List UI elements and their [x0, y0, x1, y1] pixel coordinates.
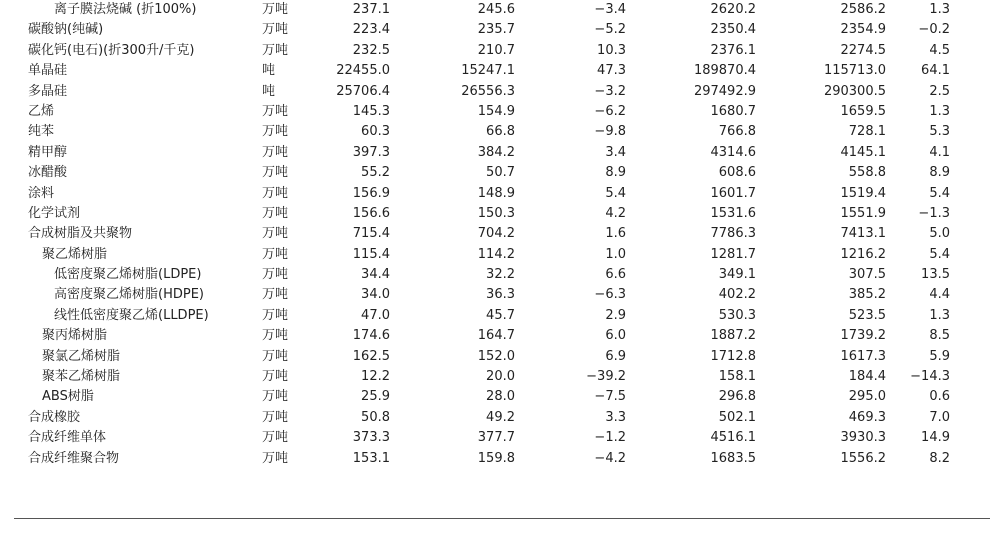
- row-unit: 万吨: [262, 2, 289, 17]
- row-value-v1: 22455.0: [336, 63, 390, 79]
- row-value-v1: 223.4: [352, 22, 390, 38]
- row-item-name: 线性低密度聚乙烯(LLDPE): [54, 307, 209, 323]
- row-value-v6: 8.2: [929, 450, 950, 466]
- row-unit: 万吨: [262, 226, 289, 242]
- row-value-v5: 469.3: [848, 409, 886, 425]
- row-item-name: 碳酸钠(纯碱): [28, 22, 104, 38]
- row-value-v5: 2586.2: [840, 2, 886, 17]
- row-value-v6: 7.0: [929, 409, 950, 425]
- row-value-v1: 153.1: [352, 450, 390, 466]
- row-value-v1: 25.9: [361, 389, 390, 405]
- table-row: [0, 41, 1006, 61]
- row-unit: 万吨: [262, 246, 289, 262]
- row-value-v1: 115.4: [352, 246, 390, 262]
- row-value-v6: 1.3: [929, 103, 950, 119]
- row-value-v2: 20.0: [486, 369, 515, 385]
- row-unit: 万吨: [262, 165, 289, 181]
- row-value-v2: 377.7: [477, 430, 515, 446]
- row-value-v5: 3930.3: [840, 430, 886, 446]
- row-value-v5: 307.5: [848, 267, 886, 283]
- row-value-v4: 4314.6: [710, 144, 756, 160]
- row-value-v4: 349.1: [718, 267, 756, 283]
- row-value-v6: 8.9: [929, 165, 950, 181]
- row-value-v4: 2620.2: [710, 2, 756, 17]
- row-value-v1: 232.5: [352, 42, 390, 58]
- table-row: [0, 204, 1006, 224]
- table-row: [0, 0, 1006, 20]
- row-value-v3: 4.2: [605, 205, 626, 221]
- row-value-v3: 6.6: [605, 267, 626, 283]
- table-row: [0, 245, 1006, 265]
- row-item-name: 纯苯: [28, 124, 55, 140]
- row-value-v5: 558.8: [848, 165, 886, 181]
- row-value-v3: 2.9: [605, 307, 626, 323]
- row-value-v5: 184.4: [848, 369, 886, 385]
- row-value-v4: 1712.8: [710, 348, 756, 364]
- row-value-v6: 1.3: [929, 2, 950, 17]
- row-value-v4: 502.1: [718, 409, 756, 425]
- table-row: [0, 347, 1006, 367]
- row-value-v6: 4.1: [929, 144, 950, 160]
- row-item-name: 冰醋酸: [28, 165, 68, 181]
- row-item-name: 多晶硅: [28, 83, 68, 99]
- row-value-v1: 34.4: [361, 267, 390, 283]
- row-value-v5: 7413.1: [840, 226, 886, 242]
- row-value-v5: 2274.5: [840, 42, 886, 58]
- row-value-v4: 2350.4: [710, 22, 756, 38]
- row-value-v5: 2354.9: [840, 22, 886, 38]
- row-value-v1: 156.9: [352, 185, 390, 201]
- row-unit: 万吨: [262, 103, 289, 119]
- row-value-v2: 159.8: [477, 450, 515, 466]
- row-unit: 万吨: [262, 124, 289, 140]
- table-row: [0, 143, 1006, 163]
- table-row: [0, 367, 1006, 387]
- row-value-v6: 8.5: [929, 328, 950, 344]
- table-row: [0, 20, 1006, 40]
- row-unit: 万吨: [262, 328, 289, 344]
- row-value-v2: 150.3: [477, 205, 515, 221]
- table-row: [0, 163, 1006, 183]
- row-item-name: 低密度聚乙烯树脂(LDPE): [54, 267, 202, 283]
- row-value-v6: 2.5: [929, 83, 950, 99]
- row-item-name: 乙烯: [28, 103, 55, 119]
- row-value-v3: −6.2: [594, 103, 626, 119]
- row-unit: 万吨: [262, 144, 289, 160]
- row-value-v5: 1617.3: [840, 348, 886, 364]
- row-value-v3: −5.2: [594, 22, 626, 38]
- row-item-name: 聚苯乙烯树脂: [42, 369, 121, 385]
- row-value-v5: 1551.9: [840, 205, 886, 221]
- row-value-v5: 1739.2: [840, 328, 886, 344]
- row-value-v5: 1556.2: [840, 450, 886, 466]
- row-value-v4: 1887.2: [710, 328, 756, 344]
- row-item-name: 离子膜法烧碱 (折100%): [54, 2, 197, 17]
- row-value-v3: 1.0: [605, 246, 626, 262]
- row-value-v6: 13.5: [921, 267, 950, 283]
- row-value-v3: −7.5: [594, 389, 626, 405]
- row-item-name: 聚氯乙烯树脂: [42, 348, 121, 364]
- row-item-name: 合成纤维单体: [28, 430, 107, 446]
- row-unit: 万吨: [262, 42, 289, 58]
- row-value-v6: 14.9: [921, 430, 950, 446]
- table-row: [0, 285, 1006, 305]
- row-value-v5: 115713.0: [823, 63, 886, 79]
- row-value-v1: 145.3: [352, 103, 390, 119]
- row-value-v2: 704.2: [477, 226, 515, 242]
- row-unit: 万吨: [262, 185, 289, 201]
- row-unit: 吨: [262, 63, 276, 79]
- row-value-v2: 148.9: [477, 185, 515, 201]
- row-value-v6: −14.3: [910, 369, 950, 385]
- table-row: [0, 102, 1006, 122]
- row-unit: 万吨: [262, 450, 289, 466]
- row-value-v5: 728.1: [848, 124, 886, 140]
- row-unit: 万吨: [262, 389, 289, 405]
- table-row: [0, 82, 1006, 102]
- row-value-v4: 7786.3: [710, 226, 756, 242]
- row-value-v5: 295.0: [848, 389, 886, 405]
- row-item-name: 合成橡胶: [28, 409, 81, 425]
- row-item-name: 单晶硅: [28, 63, 68, 79]
- row-unit: 万吨: [262, 22, 289, 38]
- row-item-name: 碳化钙(电石)(折300升/千克): [28, 42, 195, 58]
- row-value-v1: 237.1: [352, 2, 390, 17]
- row-value-v2: 15247.1: [461, 63, 515, 79]
- row-unit: 万吨: [262, 205, 289, 221]
- row-value-v3: 47.3: [597, 63, 626, 79]
- row-value-v1: 47.0: [361, 307, 390, 323]
- row-value-v4: 530.3: [718, 307, 756, 323]
- row-value-v6: 5.9: [929, 348, 950, 364]
- row-value-v1: 162.5: [352, 348, 390, 364]
- row-value-v4: 766.8: [718, 124, 756, 140]
- row-value-v3: −6.3: [594, 287, 626, 303]
- table-row: [0, 326, 1006, 346]
- table-row: [0, 408, 1006, 428]
- row-value-v2: 164.7: [477, 328, 515, 344]
- table-row: [0, 224, 1006, 244]
- row-value-v3: 3.3: [605, 409, 626, 425]
- row-value-v1: 156.6: [352, 205, 390, 221]
- row-unit: 万吨: [262, 267, 289, 283]
- row-value-v1: 373.3: [352, 430, 390, 446]
- row-value-v2: 66.8: [486, 124, 515, 140]
- row-value-v4: 1680.7: [710, 103, 756, 119]
- row-item-name: 聚丙烯树脂: [42, 328, 108, 344]
- row-value-v6: 1.3: [929, 307, 950, 323]
- row-value-v6: −1.3: [918, 205, 950, 221]
- row-value-v6: 64.1: [921, 63, 950, 79]
- row-value-v1: 34.0: [361, 287, 390, 303]
- row-value-v4: 2376.1: [710, 42, 756, 58]
- row-value-v3: −9.8: [594, 124, 626, 140]
- row-value-v3: −3.2: [594, 83, 626, 99]
- row-value-v4: 1531.6: [710, 205, 756, 221]
- row-item-name: 合成纤维聚合物: [28, 450, 120, 466]
- row-item-name: 聚乙烯树脂: [42, 246, 108, 262]
- row-unit: 万吨: [262, 287, 289, 303]
- row-value-v3: 3.4: [605, 144, 626, 160]
- row-value-v3: 5.4: [605, 185, 626, 201]
- row-value-v5: 385.2: [848, 287, 886, 303]
- row-value-v3: −3.4: [594, 2, 626, 17]
- row-item-name: 涂料: [28, 185, 55, 201]
- row-value-v2: 28.0: [486, 389, 515, 405]
- row-value-v4: 297492.9: [693, 83, 756, 99]
- table-row: [0, 306, 1006, 326]
- row-item-name: 化学试剂: [28, 205, 81, 221]
- row-value-v6: 5.4: [929, 246, 950, 262]
- row-value-v6: 4.4: [929, 287, 950, 303]
- row-unit: 万吨: [262, 430, 289, 446]
- row-value-v4: 158.1: [718, 369, 756, 385]
- row-item-name: 高密度聚乙烯树脂(HDPE): [54, 287, 204, 303]
- row-value-v6: 4.5: [929, 42, 950, 58]
- row-value-v6: 5.4: [929, 185, 950, 201]
- row-value-v5: 523.5: [848, 307, 886, 323]
- row-value-v1: 174.6: [352, 328, 390, 344]
- row-value-v5: 1519.4: [840, 185, 886, 201]
- row-value-v4: 1683.5: [710, 450, 756, 466]
- row-value-v1: 715.4: [352, 226, 390, 242]
- row-unit: 万吨: [262, 369, 289, 385]
- row-unit: 万吨: [262, 409, 289, 425]
- row-value-v6: −0.2: [918, 22, 950, 38]
- row-value-v2: 50.7: [486, 165, 515, 181]
- row-value-v3: 8.9: [605, 165, 626, 181]
- row-value-v2: 32.2: [486, 267, 515, 283]
- row-value-v5: 1216.2: [840, 246, 886, 262]
- row-value-v2: 45.7: [486, 307, 515, 323]
- row-value-v4: 608.6: [718, 165, 756, 181]
- row-value-v1: 12.2: [361, 369, 390, 385]
- row-value-v2: 26556.3: [461, 83, 515, 99]
- row-item-name: ABS树脂: [42, 389, 94, 405]
- table-row: [0, 122, 1006, 142]
- table-row: [0, 387, 1006, 407]
- row-item-name: 合成树脂及共聚物: [28, 226, 133, 242]
- row-value-v1: 397.3: [352, 144, 390, 160]
- table-bottom-rule: [14, 518, 990, 519]
- row-value-v4: 189870.4: [693, 63, 756, 79]
- row-value-v4: 1281.7: [710, 246, 756, 262]
- row-value-v6: 0.6: [929, 389, 950, 405]
- table-row: [0, 428, 1006, 448]
- row-value-v3: 6.9: [605, 348, 626, 364]
- row-value-v3: 1.6: [605, 226, 626, 242]
- row-unit: 万吨: [262, 348, 289, 364]
- row-value-v6: 5.0: [929, 226, 950, 242]
- row-item-name: 精甲醇: [28, 144, 68, 160]
- row-value-v4: 1601.7: [710, 185, 756, 201]
- table-row: [0, 61, 1006, 81]
- row-value-v2: 154.9: [477, 103, 515, 119]
- row-value-v4: 402.2: [718, 287, 756, 303]
- row-value-v6: 5.3: [929, 124, 950, 140]
- row-value-v2: 245.6: [477, 2, 515, 17]
- row-value-v4: 4516.1: [710, 430, 756, 446]
- row-value-v3: −39.2: [586, 369, 626, 385]
- row-value-v3: −1.2: [594, 430, 626, 446]
- row-value-v2: 235.7: [477, 22, 515, 38]
- row-value-v2: 384.2: [477, 144, 515, 160]
- row-value-v1: 55.2: [361, 165, 390, 181]
- row-value-v3: 6.0: [605, 328, 626, 344]
- row-value-v2: 152.0: [477, 348, 515, 364]
- row-value-v2: 36.3: [486, 287, 515, 303]
- table-row: [0, 184, 1006, 204]
- row-value-v4: 296.8: [718, 389, 756, 405]
- row-value-v2: 49.2: [486, 409, 515, 425]
- row-value-v2: 114.2: [477, 246, 515, 262]
- row-value-v1: 50.8: [361, 409, 390, 425]
- row-value-v1: 25706.4: [336, 83, 390, 99]
- table-row: [0, 449, 1006, 469]
- row-value-v3: −4.2: [594, 450, 626, 466]
- row-value-v2: 210.7: [477, 42, 515, 58]
- table-row: [0, 265, 1006, 285]
- row-value-v5: 4145.1: [840, 144, 886, 160]
- row-value-v5: 1659.5: [840, 103, 886, 119]
- row-unit: 万吨: [262, 307, 289, 323]
- row-value-v3: 10.3: [597, 42, 626, 58]
- row-value-v1: 60.3: [361, 124, 390, 140]
- row-unit: 吨: [262, 83, 276, 99]
- row-value-v5: 290300.5: [823, 83, 886, 99]
